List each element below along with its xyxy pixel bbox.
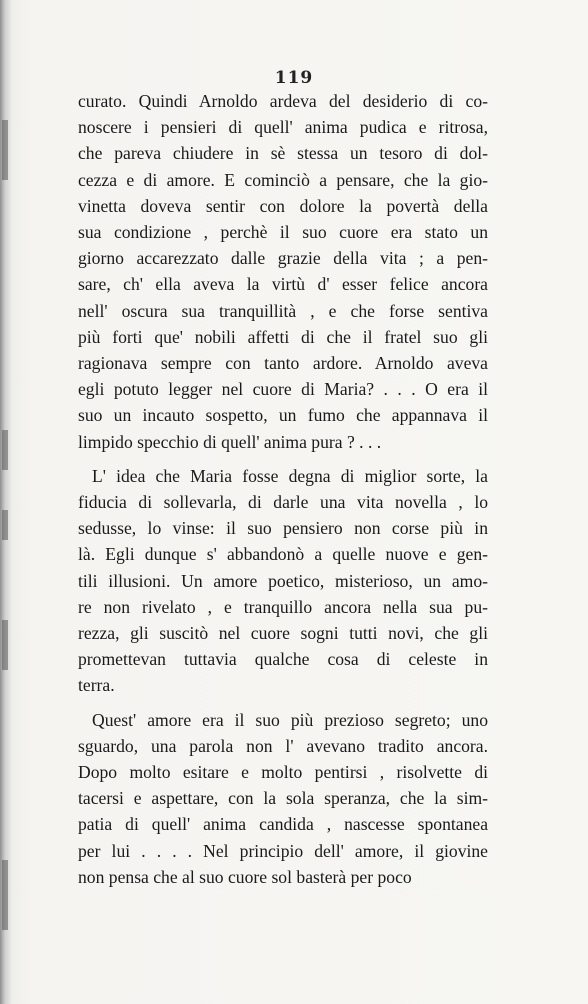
text-line: promettevan tuttavia qualche cosa di celeste in [78,649,488,670]
text-line: Dopo molto esitare e molto pentirsi , risolvette di [78,762,488,783]
text-line: per lui . . . . Nel principio dell' amore, il giovine [78,840,488,861]
spine-shadow-1 [2,120,8,180]
text-line: che pareva chiudere in sè stessa un tesoro di dol- [78,143,488,164]
text-line: nell' oscura sua tranquillità , e che forse sentiva [78,300,488,321]
text-line: sguardo, una parola non l' avevano tradito ancora. [78,735,488,756]
text-line: tacersi e aspettare, con la sola speranza, che la sim- [78,788,488,809]
text-line: curato. Quindi Arnoldo ardeva del desiderio di co- [78,91,488,111]
spine-shadow-5 [2,860,8,930]
page-number: 119 [274,68,314,88]
text-line: sedusse, lo vinse: il suo pensiero non corse più in [78,518,488,539]
text-line: limpido specchio di quell' anima pura ? . . . [78,431,382,452]
text-line: noscere i pensieri di quell' anima pudica e ritrosa, [78,117,488,138]
text-line: fiducia di sollevarla, di darle una vita novella , lo [78,492,488,513]
text-line: vinetta doveva sentir con dolore la povertà della [78,195,488,216]
text-line: sua condizione , perchè il suo cuore era stato un [78,222,488,243]
spine-shadow-4 [2,620,8,670]
body-text [78,88,488,890]
text-line: ragionava sempre con tanto ardore. Arnoldo aveva [78,353,488,374]
paragraph-gap [78,455,488,463]
text-line: Quest' amore era il suo più prezioso segreto; uno [92,709,488,730]
text-line: sare, ch' ella aveva la virtù d' esser felice ancora [78,274,488,295]
text-line: re non rivelato , e tranquillo ancora nella sua pu- [78,596,488,617]
paragraph-gap [78,699,488,707]
text-line: giorno accarezzato dalle grazie della vita ; a pen- [78,248,488,269]
paragraph [78,88,488,455]
paragraph [78,463,488,699]
paragraph [78,707,488,890]
spine-shadow-3 [2,510,8,540]
text-line: rezza, gli suscitò nel cuore sogni tutti novi, che gli [78,623,488,644]
text-line: cezza e di amore. E cominciò a pensare, che la gio- [78,169,488,190]
text-line: suo un incauto sospetto, un fumo che appannava il [78,405,488,426]
text-line: là. Egli dunque s' abbandonò a quelle nuove e gen- [78,544,488,565]
text-line: più forti que' nobili affetti di che il fratel suo gli [78,326,488,347]
text-line: patia di quell' anima candida , nascesse spontanea [78,814,488,835]
text-line: non pensa che al suo cuore sol basterà per poco [78,866,412,887]
text-line: terra. [78,675,115,696]
text-line: egli potuto legger nel cuore di Maria? . . . O era il [78,379,488,400]
spine-shadow-2 [2,430,8,470]
text-line: L' idea che Maria fosse degna di miglior sorte, la [92,465,488,486]
text-line: tili illusioni. Un amore poetico, misterioso, un amo- [78,570,488,591]
